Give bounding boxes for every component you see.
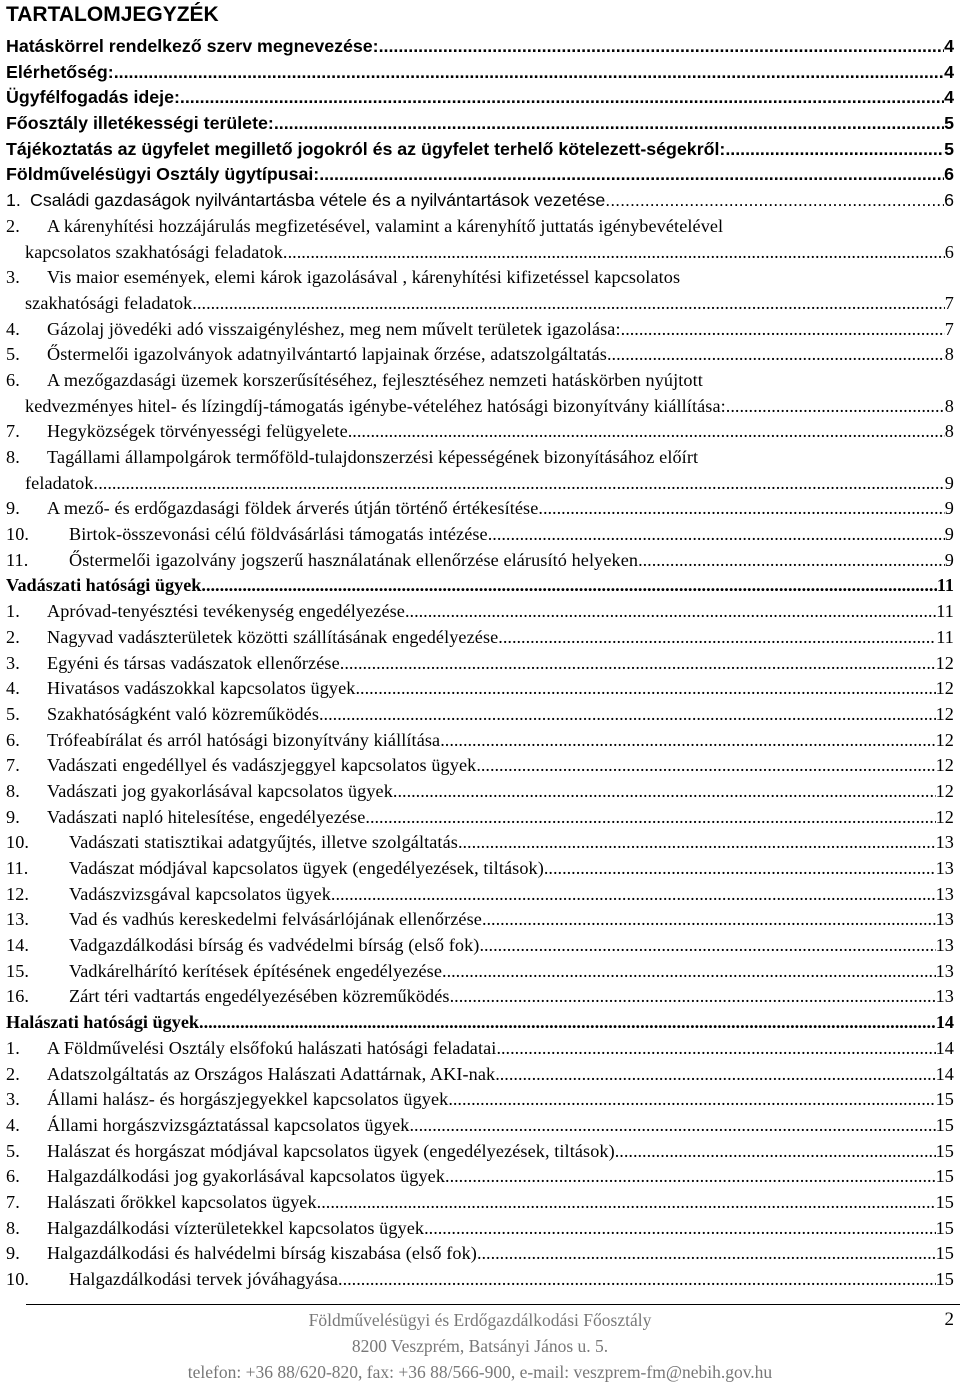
toc-entry-number: 6. xyxy=(6,729,20,750)
toc-entry[interactable] xyxy=(6,164,954,190)
toc-entry-number: 5. xyxy=(6,703,20,724)
toc-entry-text: Hegyközségek törvényességi felügyelete xyxy=(47,421,348,442)
toc-leader-dots xyxy=(338,1269,936,1290)
toc-entry-page: 13 xyxy=(935,832,954,853)
toc-entry-page: 13 xyxy=(935,883,954,904)
toc-entry-text: Halgazdálkodási jog gyakorlásával kapcsolatos ügyek xyxy=(47,1166,446,1187)
toc-entry[interactable] xyxy=(6,781,954,807)
footer-divider xyxy=(26,1304,960,1305)
toc-entry-page: 11 xyxy=(936,601,954,622)
toc-leader-dots xyxy=(605,190,944,211)
toc-entry[interactable] xyxy=(6,1166,954,1192)
toc-entry-page: 4 xyxy=(944,87,954,108)
toc-entry-text: Állami horgászvizsgáztatással kapcsolatos ügyek xyxy=(47,1114,410,1135)
toc-entry[interactable] xyxy=(6,1192,954,1218)
toc-entry[interactable] xyxy=(6,653,954,679)
toc-entry-number: 9. xyxy=(6,498,20,519)
toc-leader-dots xyxy=(725,139,944,160)
toc-entry-text: Vadgazdálkodási bírság és vadvédelmi bírság (első fok) xyxy=(69,935,480,956)
toc-entry-number: 2. xyxy=(6,626,20,647)
toc-entry-page: 5 xyxy=(944,113,954,134)
toc-entry-text: Vis maior események, elemi károk igazolásával , kárenyhítési kifizetéssel kapcsolatos xyxy=(47,267,681,288)
toc-entry-text: Szakhatóságként való közreműködés xyxy=(47,703,319,724)
toc-entry-text: Őstermelői igazolvány jogszerű használatának ellenőrzése elárusító helyeken xyxy=(69,549,639,570)
footer-contact: telefon: +36 88/620-820, fax: +36 88/566-900, e-mail: veszprem-fm@nebih.gov.hu xyxy=(187,1362,773,1382)
toc-entry-page: 15 xyxy=(935,1243,954,1264)
toc-entry xyxy=(6,447,954,473)
toc-leader-dots xyxy=(442,961,936,982)
toc-entry-page: 8 xyxy=(944,344,954,365)
toc-entry-page: 12 xyxy=(935,806,954,827)
toc-entry-number: 5. xyxy=(6,1140,20,1161)
toc-entry-page: 6 xyxy=(944,241,954,262)
toc-leader-dots xyxy=(288,242,945,263)
toc-entry-text: Egyéni és társas vadászatok ellenőrzése xyxy=(47,652,340,673)
toc-entry-page: 13 xyxy=(935,858,954,878)
toc-entry[interactable] xyxy=(6,113,954,139)
toc-leader-dots xyxy=(393,781,936,802)
toc-entry-number: 12. xyxy=(6,883,30,904)
table-of-contents xyxy=(6,36,954,1295)
toc-entry-continuation[interactable] xyxy=(6,396,954,422)
toc-leader-dots xyxy=(496,1038,935,1059)
toc-entry-number: 10. xyxy=(6,832,30,853)
toc-entry-page: 12 xyxy=(935,678,954,699)
toc-entry-page: 15 xyxy=(935,1217,954,1238)
toc-leader-dots xyxy=(424,1218,936,1239)
toc-entry-text: Hatáskörrel rendelkező szerv megnevezése: xyxy=(6,36,379,56)
toc-entry[interactable] xyxy=(6,601,954,627)
toc-leader-dots xyxy=(409,1115,935,1136)
toc-leader-dots xyxy=(199,1012,936,1033)
toc-entry-text: szakhatósági feladatok. xyxy=(25,292,197,313)
toc-entry-text: Tagállami állampolgárok termőföld-tulajdonszerzési képességének bizonyításához előírt xyxy=(47,447,699,467)
toc-entry-text: Trófeabírálat és arról hatósági bizonyítvány kiállítása xyxy=(47,729,441,750)
toc-leader-dots xyxy=(319,164,944,185)
toc-leader-dots xyxy=(495,1064,935,1085)
toc-entry-page: 14 xyxy=(935,1063,954,1084)
toc-leader-dots xyxy=(365,807,935,828)
toc-entry[interactable] xyxy=(6,575,954,601)
toc-leader-dots xyxy=(479,935,935,956)
toc-entry-text: Vadászati jog gyakorlásával kapcsolatos ügyek xyxy=(47,780,393,801)
toc-entry-page: 13 xyxy=(935,935,954,956)
toc-entry-text: Halgazdálkodási és halvédelmi bírság kiszabása (első fok) xyxy=(47,1243,477,1264)
toc-entry[interactable] xyxy=(6,807,954,833)
toc-entry-page: 5 xyxy=(944,138,954,159)
toc-entry-number: 11. xyxy=(6,858,29,878)
toc-entry-page: 13 xyxy=(935,960,954,981)
toc-entry[interactable] xyxy=(6,550,954,576)
toc-entry-page: 15 xyxy=(935,1269,954,1289)
toc-entry-text: Gázolaj jövedéki adó visszaigényléshez, meg nem művelt területek igazolása: xyxy=(47,318,621,339)
toc-entry-text: A mező- és erdőgazdasági földek árverés útján történő értékesítése xyxy=(47,498,539,519)
toc-entry-page: 9 xyxy=(944,472,954,493)
toc-entry-text: Zárt téri vadtartás engedélyezésében közreműködés xyxy=(69,986,450,1007)
toc-leader-dots xyxy=(544,858,936,879)
toc-entry-number: 2. xyxy=(6,215,20,236)
toc-entry-text: Vadkárelhárító kerítések építésének engedélyezése xyxy=(69,960,443,981)
toc-leader-dots xyxy=(607,344,945,365)
toc-entry[interactable] xyxy=(6,884,954,910)
toc-entry[interactable] xyxy=(6,858,954,884)
toc-entry-number: 1. xyxy=(6,190,21,211)
toc-entry[interactable] xyxy=(6,1038,954,1064)
toc-entry-text: feladatok. xyxy=(25,472,99,493)
toc-entry-number: 14. xyxy=(6,935,30,956)
toc-entry-page: 8 xyxy=(944,421,954,442)
toc-entry[interactable] xyxy=(6,909,954,935)
toc-entry-page: 13 xyxy=(935,909,954,930)
toc-entry[interactable] xyxy=(6,1089,954,1115)
toc-leader-dots xyxy=(440,730,935,751)
toc-entry-text: Őstermelői igazolványok adatnyilvántartó lapjainak őrzése, adatszolgáltatás xyxy=(47,344,607,365)
toc-entry-number: 7. xyxy=(6,1191,20,1212)
toc-entry-page: 11 xyxy=(936,575,954,596)
toc-entry xyxy=(6,216,954,242)
toc-entry-page: 9 xyxy=(944,498,954,519)
toc-entry[interactable] xyxy=(6,1243,954,1269)
toc-entry-number: 16. xyxy=(6,986,30,1007)
toc-entry-page: 14 xyxy=(935,1012,954,1033)
toc-entry-number: 3. xyxy=(6,1089,20,1110)
toc-entry[interactable] xyxy=(6,1218,954,1244)
toc-entry-text: Vadászati statisztikai adatgyűjtés, illetve szolgáltatás xyxy=(69,832,458,853)
toc-entry xyxy=(6,267,954,293)
toc-entry-number: 9. xyxy=(6,1243,20,1264)
toc-leader-dots xyxy=(476,755,935,776)
toc-entry[interactable] xyxy=(6,1269,954,1295)
toc-entry[interactable] xyxy=(6,139,954,165)
toc-entry-continuation[interactable] xyxy=(6,293,954,319)
toc-entry-page: 6 xyxy=(944,190,954,211)
toc-entry[interactable] xyxy=(6,986,954,1012)
toc-leader-dots xyxy=(488,524,945,545)
toc-entry-number: 3. xyxy=(6,267,20,288)
toc-leader-dots xyxy=(477,1243,936,1264)
toc-leader-dots xyxy=(331,884,936,905)
toc-leader-dots xyxy=(274,113,944,134)
toc-entry-page: 7 xyxy=(944,318,954,339)
toc-entry-text: Birtok-összevonási célú földvásárlási támogatás intézése xyxy=(69,524,488,545)
toc-entry[interactable] xyxy=(6,524,954,550)
toc-entry[interactable] xyxy=(6,344,954,370)
toc-entry-page: 12 xyxy=(935,780,954,801)
toc-entry-continuation[interactable] xyxy=(6,473,954,499)
toc-entry-number: 8. xyxy=(6,780,20,801)
toc-entry-number: 4. xyxy=(6,318,20,339)
toc-entry-number: 3. xyxy=(6,652,20,673)
toc-entry-page: 8 xyxy=(944,395,954,416)
toc-entry-number: 8. xyxy=(6,447,20,467)
toc-entry-text: Főosztály illetékességi területe: xyxy=(6,113,274,134)
toc-entry-number: 4. xyxy=(6,1114,20,1135)
toc-entry-page: 12 xyxy=(935,652,954,673)
toc-entry[interactable] xyxy=(6,961,954,987)
toc-leader-dots xyxy=(615,1141,936,1162)
toc-entry[interactable] xyxy=(6,678,954,704)
toc-entry-text: Ügyfélfogadás ideje: xyxy=(6,87,180,108)
toc-entry-text: A kárenyhítési hozzájárulás megfizetésével, valamint a kárenyhítő juttatás igénybevételével xyxy=(47,215,724,236)
page-number: 2 xyxy=(944,1309,954,1330)
toc-entry[interactable] xyxy=(6,1115,954,1141)
toc-leader-dots xyxy=(448,1089,935,1110)
toc-entry-text: A mezőgazdasági üzemek korszerűsítéséhez, fejlesztéséhez nemzeti hatáskörben nyújtott xyxy=(47,369,703,390)
toc-entry-page: 15 xyxy=(935,1166,954,1187)
toc-entry[interactable] xyxy=(6,627,954,653)
toc-entry-number: 11. xyxy=(6,549,29,570)
toc-entry[interactable] xyxy=(6,62,954,88)
toc-entry[interactable] xyxy=(6,832,954,858)
toc-entry-text: Vadászati hatósági ügyek xyxy=(6,575,202,596)
toc-entry-number: 13. xyxy=(6,909,30,930)
toc-entry-page: 14 xyxy=(935,1037,954,1058)
toc-entry[interactable] xyxy=(6,421,954,447)
toc-entry-text: Halászat és horgászat módjával kapcsolatos ügyek (engedélyezések, tiltások) xyxy=(47,1140,615,1161)
toc-entry-page: 12 xyxy=(935,755,954,776)
toc-entry-text: Vadászati napló hitelesítése, engedélyezése xyxy=(47,806,366,827)
toc-entry-number: 5. xyxy=(6,344,20,365)
toc-entry-text: A Földművelési Osztály elsőfokú halászati hatósági feladatai xyxy=(47,1037,497,1058)
toc-entry-text: Halászati őrökkel kapcsolatos ügyek xyxy=(47,1191,317,1212)
toc-entry-text: Vad és vadhús kereskedelmi felvásárlójának ellenőrzése xyxy=(69,909,482,930)
toc-leader-dots xyxy=(348,421,945,442)
toc-entry-page: 4 xyxy=(944,61,954,82)
toc-leader-dots xyxy=(450,986,936,1007)
toc-leader-dots xyxy=(726,396,945,417)
toc-entry[interactable] xyxy=(6,935,954,961)
toc-entry-page: 7 xyxy=(944,292,954,313)
toc-entry[interactable] xyxy=(6,319,954,345)
toc-entry-text: Halászati hatósági ügyek xyxy=(6,1012,200,1033)
toc-entry-number: 1. xyxy=(6,601,20,622)
toc-entry-text: kapcsolatos szakhatósági feladatok. xyxy=(25,241,288,262)
toc-entry-text: kedvezményes hitel- és lízingdíj-támogatás igénybe-vételéhez hatósági bizonyítvány kiállítása: xyxy=(25,395,726,416)
toc-leader-dots xyxy=(482,909,936,930)
toc-entry-page: 15 xyxy=(935,1191,954,1212)
toc-entry-number: 7. xyxy=(6,755,20,776)
toc-entry-text: Családi gazdaságok nyilvántartásba vétele és a nyilvántartások vezetése xyxy=(30,190,606,211)
toc-entry-text: Halgazdálkodási vízterületekkel kapcsolatos ügyek xyxy=(47,1217,425,1238)
toc-entry-text: Apróvad-tenyésztési tevékenység engedélyezése xyxy=(47,601,405,622)
toc-leader-dots xyxy=(638,550,945,571)
toc-entry-number: 8. xyxy=(6,1217,20,1238)
toc-entry-page: 4 xyxy=(944,36,954,56)
toc-entry-text: Tájékoztatás az ügyfelet megillető jogokról és az ügyfelet terhelő kötelezett-ségekről: xyxy=(6,138,726,159)
toc-leader-dots xyxy=(317,1192,936,1213)
toc-leader-dots xyxy=(319,704,936,725)
toc-leader-dots xyxy=(621,319,945,340)
toc-entry xyxy=(6,370,954,396)
toc-entry-number: 6. xyxy=(6,369,20,390)
toc-entry-number: 4. xyxy=(6,678,20,699)
footer-organization: Földművelésügyi és Erdőgazdálkodási Főosztály xyxy=(308,1310,652,1330)
toc-entry[interactable] xyxy=(6,755,954,781)
toc-entry-page: 15 xyxy=(935,1114,954,1135)
toc-entry-page: 6 xyxy=(944,164,954,185)
toc-entry-page: 15 xyxy=(935,1140,954,1161)
toc-entry-page: 12 xyxy=(935,729,954,750)
toc-entry-text: Elérhetőség: xyxy=(6,61,114,82)
toc-leader-dots xyxy=(498,627,936,648)
toc-entry-text: Halgazdálkodási tervek jóváhagyása xyxy=(69,1269,339,1289)
toc-entry-page: 9 xyxy=(944,524,954,545)
toc-entry[interactable] xyxy=(6,1064,954,1090)
toc-entry-number: 6. xyxy=(6,1166,20,1187)
toc-entry[interactable] xyxy=(6,1141,954,1167)
toc-entry-number: 1. xyxy=(6,1037,20,1058)
toc-entry[interactable] xyxy=(6,730,954,756)
toc-entry[interactable] xyxy=(6,1012,954,1038)
toc-entry-text: Állami halász- és horgászjegyekkel kapcsolatos ügyek xyxy=(47,1089,449,1110)
toc-entry-text: Adatszolgáltatás az Országos Halászati Adattárnak, AKI-nak xyxy=(47,1063,496,1084)
toc-entry-number: 2. xyxy=(6,1063,20,1084)
toc-entry[interactable] xyxy=(6,704,954,730)
toc-leader-dots xyxy=(379,36,945,57)
toc-leader-dots xyxy=(405,601,936,622)
toc-leader-dots xyxy=(445,1166,936,1187)
toc-entry-number: 10. xyxy=(6,524,30,545)
toc-entry[interactable] xyxy=(6,87,954,113)
toc-entry-number: 10. xyxy=(6,1269,30,1289)
toc-entry-page: 12 xyxy=(935,703,954,724)
toc-entry-page: 11 xyxy=(936,626,954,647)
toc-entry-text: Vadászvizsgával kapcsolatos ügyek xyxy=(69,883,331,904)
toc-entry-text: Földművelésügyi Osztály ügytípusai: xyxy=(6,164,320,185)
toc-leader-dots xyxy=(538,498,944,519)
toc-entry-number: 15. xyxy=(6,960,30,981)
toc-entry[interactable] xyxy=(6,498,954,524)
toc-leader-dots xyxy=(458,832,936,853)
toc-entry-page: 9 xyxy=(944,549,954,570)
footer-address: 8200 Veszprém, Batsányi János u. 5. xyxy=(351,1336,609,1356)
toc-entry[interactable] xyxy=(6,36,954,62)
toc-entry-number: 9. xyxy=(6,806,20,827)
toc-title: TARTALOMJEGYZÉK xyxy=(6,3,219,26)
toc-leader-dots xyxy=(197,293,945,314)
toc-entry-text: Nagyvad vadászterületek közötti szállításának engedélyezése xyxy=(47,626,499,647)
toc-entry-text: Hivatásos vadászokkal kapcsolatos ügyek xyxy=(47,678,356,699)
toc-entry-page: 13 xyxy=(935,986,954,1007)
toc-leader-dots xyxy=(180,87,944,108)
toc-leader-dots xyxy=(340,653,936,674)
toc-entry-page: 15 xyxy=(935,1089,954,1110)
toc-leader-dots xyxy=(201,575,936,596)
toc-entry-text: Vadászat módjával kapcsolatos ügyek (engedélyezések, tiltások) xyxy=(69,858,544,878)
toc-entry-number: 7. xyxy=(6,421,20,442)
toc-entry-continuation[interactable] xyxy=(6,242,954,268)
toc-leader-dots xyxy=(355,678,935,699)
toc-leader-dots xyxy=(114,62,944,83)
toc-entry[interactable] xyxy=(6,190,954,216)
toc-entry-text: Vadászati engedéllyel és vadászjeggyel kapcsolatos ügyek xyxy=(47,755,477,776)
toc-leader-dots xyxy=(98,473,945,494)
